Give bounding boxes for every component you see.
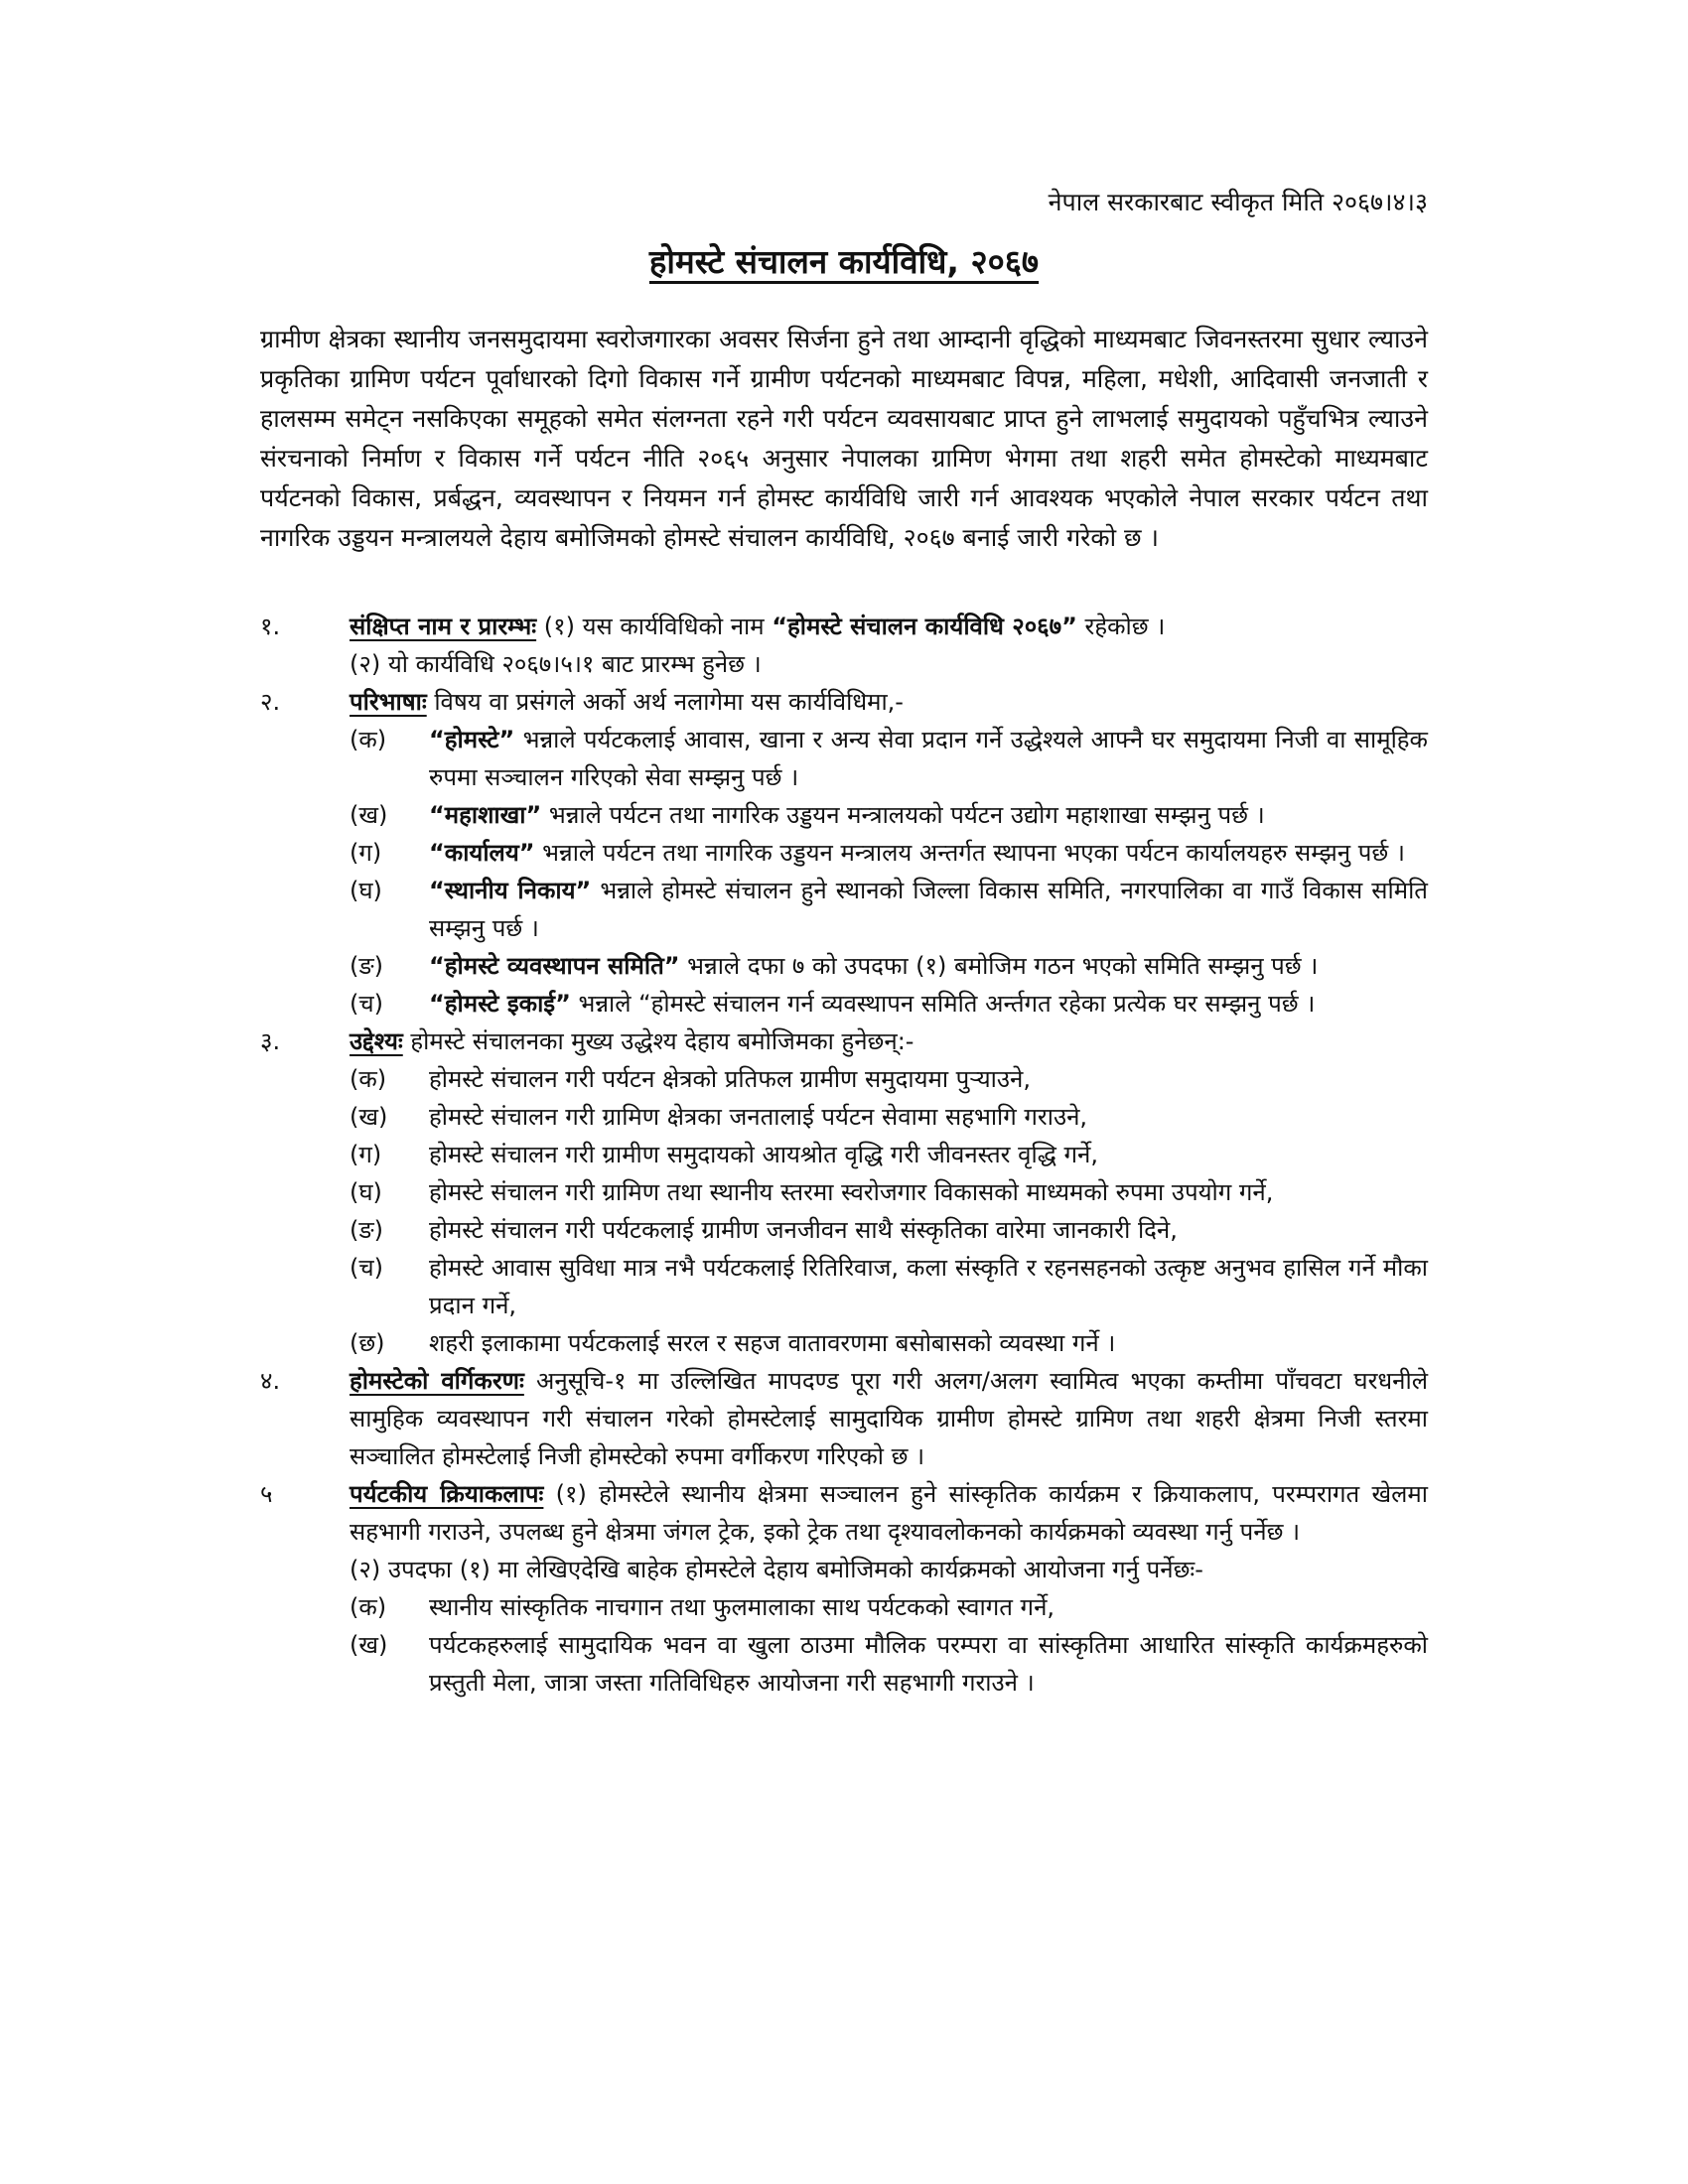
item-text: होमस्टे संचालन गरी ग्रामीण समुदायको आयश्रोत वृद्धि गरी जीवनस्तर वृद्धि गर्ने, [429, 1141, 1098, 1168]
section-5 [260, 1475, 1428, 1551]
defined-term: “स्थानीय निकाय” [429, 877, 592, 904]
item-label: (घ) [350, 877, 382, 904]
item-text: होमस्टे संचालन गरी ग्रामिण तथा स्थानीय स्तरमा स्वरोजगार विकासको माध्यमको रुपमा उपयोग गर्ने, [429, 1178, 1274, 1206]
item-label: (घ) [350, 1178, 382, 1206]
definition-item [350, 985, 1428, 1023]
section-5-subclause-2: (२) उपदफा (१) मा लेखिएदेखि बाहेक होमस्टेले देहाय बमोजिमको कार्यक्रमको आयोजना गर्नु पर्नेछः- [350, 1556, 1203, 1583]
defined-term: “कार्यालय” [429, 839, 535, 867]
section-5-text [350, 1475, 1428, 1551]
section-1 [260, 608, 1428, 645]
section-4-text [350, 1362, 1428, 1475]
section-1-text [350, 608, 1428, 645]
objective-item [350, 1249, 1428, 1324]
objective-item [350, 1173, 1428, 1211]
document-title: होमस्टे संचालन कार्यविधि, २०६७ [648, 242, 1040, 281]
item-label: (ख) [350, 801, 388, 829]
section-4-body: अनुसूचि-१ मा उल्लिखित मापदण्ड पूरा गरी अलग/अलग स्वामित्व भएका कम्तीमा पाँचवटा घरधनीले सामुहिक व्यवस्थापन गरी संचालन गरेको होमस्टेलाई सामुदायिक ग्रामीण होमस्टे ग्रामिण तथा शहरी क्षेत्रमा निजी स्तरमा सञ्चालित होमस्टेलाई निजी होमस्टेको रुपमा वर्गीकरण गरिएको छ । [350, 1367, 1428, 1470]
item-text: होमस्टे संचालन गरी ग्रामिण क्षेत्रका जनतालाई पर्यटन सेवामा सहभागि गराउने, [429, 1103, 1088, 1131]
section-number: १. [260, 613, 281, 640]
section-number: ४. [260, 1367, 281, 1395]
item-label: (क) [350, 726, 387, 753]
item-label: (क) [350, 1065, 387, 1093]
activity-item [350, 1626, 1428, 1702]
definition-item [350, 796, 1428, 834]
section-3-text [350, 1023, 1428, 1060]
definition-item [350, 947, 1428, 985]
definition-item [350, 834, 1428, 872]
section-3 [260, 1023, 1428, 1060]
item-label: (च) [350, 1254, 383, 1282]
section-2-text [350, 683, 1428, 721]
item-text: होमस्टे आवास सुविधा मात्र नभै पर्यटकलाई रितिरिवाज, कला संस्कृति र रहनसहनको उत्कृष्ट अनुभव हासिल गर्ने मौका प्रदान गर्ने, [429, 1254, 1428, 1319]
item-label: (क) [350, 1593, 387, 1621]
definition-text: भन्नाले “होमस्टे संचालन गर्न व्यवस्थापन समिति अर्न्तगत रहेका प्रत्येक घर सम्झनु पर्छ । [570, 990, 1316, 1018]
procedure-name: “होमस्टे संचालन कार्यविधि २०६७” [772, 613, 1077, 640]
section-1-intro: (१) यस कार्यविधिको नाम [536, 613, 773, 640]
item-label: (छ) [350, 1329, 385, 1357]
definition-text: भन्नाले पर्यटन तथा नागरिक उड्डयन मन्त्रालयको पर्यटन उद्योग महाशाखा सम्झनु पर्छ । [541, 801, 1265, 829]
section-4 [260, 1362, 1428, 1475]
section-3-intro: होमस्टे संचालनका मुख्य उद्धेश्य देहाय बमोजिमका हुनेछन्:- [402, 1027, 914, 1055]
defined-term: “होमस्टे इकाई” [429, 990, 571, 1018]
defined-term: “होमस्टे” [429, 726, 515, 753]
item-text: पर्यटकहरुलाई सामुदायिक भवन वा खुला ठाउमा मौलिक परम्परा वा सांस्कृतिमा आधारित सांस्कृति कार्यक्रमहरुको प्रस्तुती मेला, जात्रा जस्ता गतिविधिहरु आयोजना गरी सहभागी गराउने । [429, 1631, 1428, 1697]
definition-text: भन्नाले पर्यटकलाई आवास, खाना र अन्य सेवा प्रदान गर्ने उद्धेश्यले आफ्नै घर समुदायमा निजी वा सामूहिक रुपमा सञ्चालन गरिएको सेवा सम्झनु पर्छ । [429, 726, 1428, 791]
preamble-paragraph: ग्रामीण क्षेत्रका स्थानीय जनसमुदायमा स्वरोजगारका अवसर सिर्जना हुने तथा आम्दानी वृद्धिको माध्यमबाट जिवनस्तरमा सुधार ल्याउने प्रकृतिका ग्रामिण पर्यटन पूर्वाधारको दिगो विकास गर्ने ग्रामीण पर्यटनको माध्यमबाट विपन्न, महिला, मधेशी, आदिवासी जनजाती र हालसम्म समेट्न नसकिएका समूहको समेत संलग्नता रहने गरी पर्यटन व्यवसायबाट प्राप्त हुने लाभलाई समुदायको पहुँचभित्र ल्याउने संरचनाको निर्माण र विकास गर्ने पर्यटन नीति २०६५ अनुसार नेपालका ग्रामिण भेगमा तथा शहरी समेत होमस्टेको माध्यमबाट पर्यटनको विकास, प्रर्बद्धन, व्यवस्थापन र नियमन गर्न होमस्ट कार्यविधि जारी गर्न आवश्यक भएकोले नेपाल सरकार पर्यटन तथा नागरिक उड्डयन मन्त्रालयले देहाय बमोजिमको होमस्टे संचालन कार्यविधि, २०६७ बनाई जारी गरेको छ । [260, 325, 1428, 552]
activity-item [350, 1588, 1428, 1626]
document-title-wrap [0, 238, 1688, 283]
section-heading: संक्षिप्त नाम र प्रारम्भः [350, 613, 537, 640]
objective-item [350, 1136, 1428, 1173]
section-2 [260, 683, 1428, 721]
definition-item [350, 872, 1428, 947]
definition-text: भन्नाले दफा ७ को उपदफा (१) बमोजिम गठन भएको समिति सम्झनु पर्छ । [679, 952, 1319, 980]
objective-item [350, 1324, 1428, 1362]
section-heading: होमस्टेको वर्गिकरणः [350, 1367, 524, 1395]
section-heading: परिभाषाः [350, 688, 427, 716]
item-label: (ख) [350, 1631, 388, 1659]
defined-term: “होमस्टे व्यवस्थापन समिति” [429, 952, 680, 980]
item-text: स्थानीय सांस्कृतिक नाचगान तथा फुलमालाका साथ पर्यटकको स्वागत गर्ने, [429, 1593, 1055, 1621]
section-heading: उद्देश्यः [350, 1027, 403, 1055]
item-label: (ग) [350, 1141, 382, 1168]
section-heading: पर्यटकीय क्रियाकलापः [350, 1480, 544, 1508]
section-number: २. [260, 688, 281, 716]
item-label: (ङ) [350, 1216, 384, 1244]
item-label: (च) [350, 990, 383, 1018]
objective-item [350, 1060, 1428, 1098]
section-1-subclause-2: (२) यो कार्यविधि २०६७।५।१ बाट प्रारम्भ हुनेछ । [350, 650, 762, 678]
item-text: होमस्टे संचालन गरी पर्यटन क्षेत्रको प्रतिफल ग्रामीण समुदायमा पुऱ्याउने, [429, 1065, 1031, 1093]
definition-text: भन्नाले पर्यटन तथा नागरिक उड्डयन मन्त्रालय अन्तर्गत स्थापना भएका पर्यटन कार्यालयहरु सम्झनु पर्छ । [534, 839, 1405, 867]
section-number: ५ [260, 1480, 273, 1508]
sections [260, 608, 1428, 1702]
definition-item [350, 721, 1428, 796]
section-1-intro-end: रहेकोछ । [1076, 613, 1166, 640]
approval-date-line: नेपाल सरकारबाट स्वीकृत मिति २०६७।४।३ [1048, 188, 1428, 216]
section-2-intro: विषय वा प्रसंगले अर्को अर्थ नलागेमा यस कार्यविधिमा,- [426, 688, 904, 716]
defined-term: “महाशाखा” [429, 801, 542, 829]
section-5-body: (१) होमस्टेले स्थानीय क्षेत्रमा सञ्चालन हुने सांस्कृतिक कार्यक्रम र क्रियाकलाप, परम्परागत खेलमा सहभागी गराउने, उपलब्ध हुने क्षेत्रमा जंगल ट्रेक, इको ट्रेक तथा दृश्यावलोकनको कार्यक्रमको व्यवस्था गर्नु पर्नेछ । [350, 1480, 1428, 1546]
objective-item [350, 1098, 1428, 1136]
section-number: ३. [260, 1027, 281, 1055]
item-label: (ङ) [350, 952, 384, 980]
item-label: (ख) [350, 1103, 388, 1131]
item-text: शहरी इलाकामा पर्यटकलाई सरल र सहज वातावरणमा बसोबासको व्यवस्था गर्ने । [429, 1329, 1116, 1357]
item-label: (ग) [350, 839, 382, 867]
definition-text: भन्नाले होमस्टे संचालन हुने स्थानको जिल्ला विकास समिति, नगरपालिका वा गाउँ विकास समिति सम्झनु पर्छ । [429, 877, 1428, 942]
item-text: होमस्टे संचालन गरी पर्यटकलाई ग्रामीण जनजीवन साथै संस्कृतिका वारेमा जानकारी दिने, [429, 1216, 1178, 1244]
objective-item [350, 1211, 1428, 1249]
